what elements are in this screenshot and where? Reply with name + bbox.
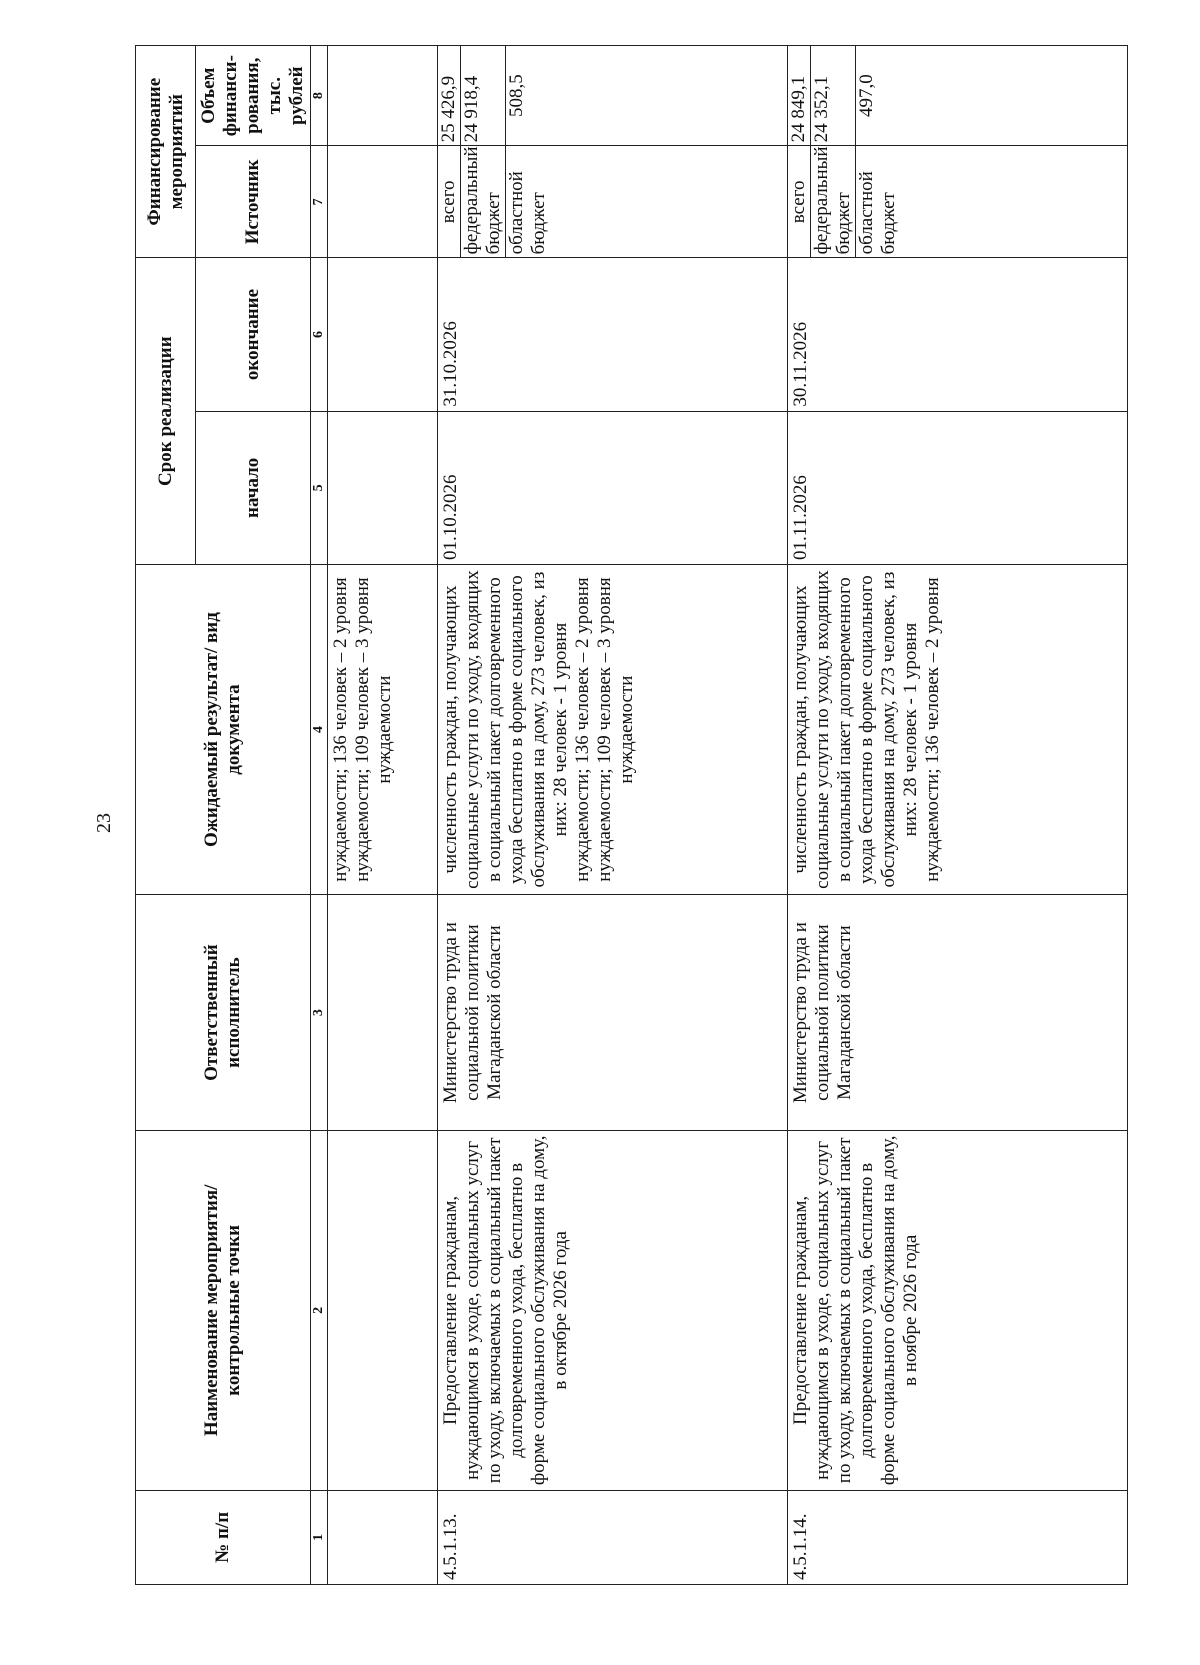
result-text: численность граждан, получающих социальные услуги по уходу, входящих в социальный пакет долговременного ухода бесплатно в форме социального обслуживания на дому, 273 человек, из них: 28 человек - 1 уровня нуждаемости; 136 человек – 2 уровня нуждаемости; 109 человек – 3 уровня нуждаемости: [438, 564, 788, 894]
activities-table: [135, 45, 1128, 1585]
financing-amount: 497,0: [856, 46, 879, 145]
column-number: 6: [311, 258, 328, 411]
activity-name: Предоставление гражданам, нуждающимся в уходе, социальных услуг по уходу, включаемых в социальный пакет долговременного ухода, бесплатно в форме социального обслуживания на дому, в ноябре 2026 года: [788, 1131, 1128, 1491]
result-text: численность граждан, получающих социальные услуги по уходу, входящих в социальный пакет долговременного ухода бесплатно в форме социального обслуживания на дому, 273 человек, из них: 28 человек - 1 уровня нуждаемости; 136 человек – 2 уровня: [788, 564, 1128, 894]
executor: Министерство труда и социальной политики Магаданской области: [438, 895, 788, 1131]
financing-amount: 24 849,1: [788, 75, 809, 143]
column-number: 4: [311, 564, 328, 894]
header-number: № п/п: [136, 1490, 311, 1584]
table-row: [438, 46, 788, 1585]
column-number: 7: [311, 146, 328, 258]
header-start: начало: [196, 411, 311, 564]
result-text: нуждаемости; 136 человек – 2 уровня нуждаемости; 109 человек – 3 уровня нуждаемости: [328, 564, 438, 894]
header-financing: Финансирование мероприятий: [136, 46, 196, 258]
column-number: 8: [311, 46, 328, 146]
header-name: Наименование мероприятия/ контрольные точки: [136, 1131, 311, 1491]
header-source: Источник: [196, 146, 311, 258]
financing-source: всего: [438, 180, 459, 224]
page-number: 23: [93, 813, 115, 833]
start-date: 01.11.2026: [788, 411, 1128, 564]
table-row: [788, 46, 1128, 1585]
column-number: 1: [311, 1490, 328, 1584]
column-number: 2: [311, 1131, 328, 1491]
column-number: 3: [311, 895, 328, 1131]
financing-source: федеральный бюджет: [811, 146, 856, 257]
financing-source: областной бюджет: [856, 146, 901, 257]
financing-amount: 25 426,9: [438, 75, 459, 143]
continuation-row: [328, 46, 438, 1585]
row-number: 4.5.1.14.: [788, 1490, 1128, 1584]
executor: Министерство труда и социальной политики Магаданской области: [788, 895, 1128, 1131]
rotated-table-container: [135, 45, 1185, 1585]
end-date: 30.11.2026: [788, 258, 1128, 411]
header-end: окончание: [196, 258, 311, 411]
financing-source: всего: [788, 180, 809, 224]
header-amount: Объем финанси-рования, тыс. рублей: [196, 46, 311, 146]
header-executor: Ответственный исполнитель: [136, 895, 311, 1131]
row-number: 4.5.1.13.: [438, 1490, 788, 1584]
end-date: 31.10.2026: [438, 258, 788, 411]
header-period: Срок реализации: [136, 258, 196, 565]
financing-amount: 24 918,4: [461, 46, 506, 145]
activity-name: Предоставление гражданам, нуждающимся в уходе, социальных услуг по уходу, включаемых в социальный пакет долговременного ухода, бесплатно в форме социального обслуживания на дому, в октябре 2026 года: [438, 1131, 788, 1491]
financing-source: федеральный бюджет: [461, 146, 506, 257]
financing-amount: 508,5: [506, 46, 529, 145]
financing-amount: 24 352,1: [811, 46, 856, 145]
column-number: 5: [311, 411, 328, 564]
financing-source: областной бюджет: [506, 146, 551, 257]
start-date: 01.10.2026: [438, 411, 788, 564]
header-result: Ожидаемый результат/ вид документа: [136, 564, 311, 894]
